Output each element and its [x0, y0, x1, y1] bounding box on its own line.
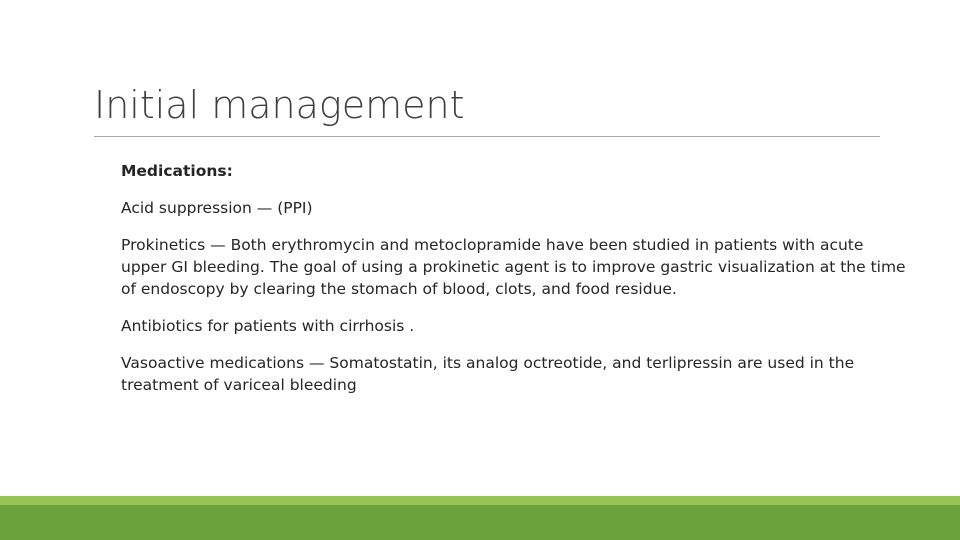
- slide-body: [121, 160, 906, 411]
- footer-band-light: [0, 496, 960, 505]
- medications-heading: Medications:: [121, 162, 233, 180]
- slide-title: Initial management: [94, 83, 465, 127]
- title-divider: [94, 136, 880, 137]
- acid-suppression-item: Acid suppression — (PPI): [121, 199, 313, 217]
- vasoactive-item: Vasoactive medications — Somatostatin, its analog octreotide, and terlipressin are used in the treatment of variceal bleeding: [121, 354, 855, 394]
- antibiotics-item: Antibiotics for patients with cirrhosis .: [121, 317, 415, 335]
- prokinetics-item: Prokinetics — Both erythromycin and metoclopramide have been studied in patients with acute upper GI bleeding. The goal of using a prokinetic agent is to improve gastric visualization at the time of endoscopy by clearing the stomach of blood, clots, and food residue.: [121, 236, 906, 298]
- footer-band-dark: [0, 505, 960, 540]
